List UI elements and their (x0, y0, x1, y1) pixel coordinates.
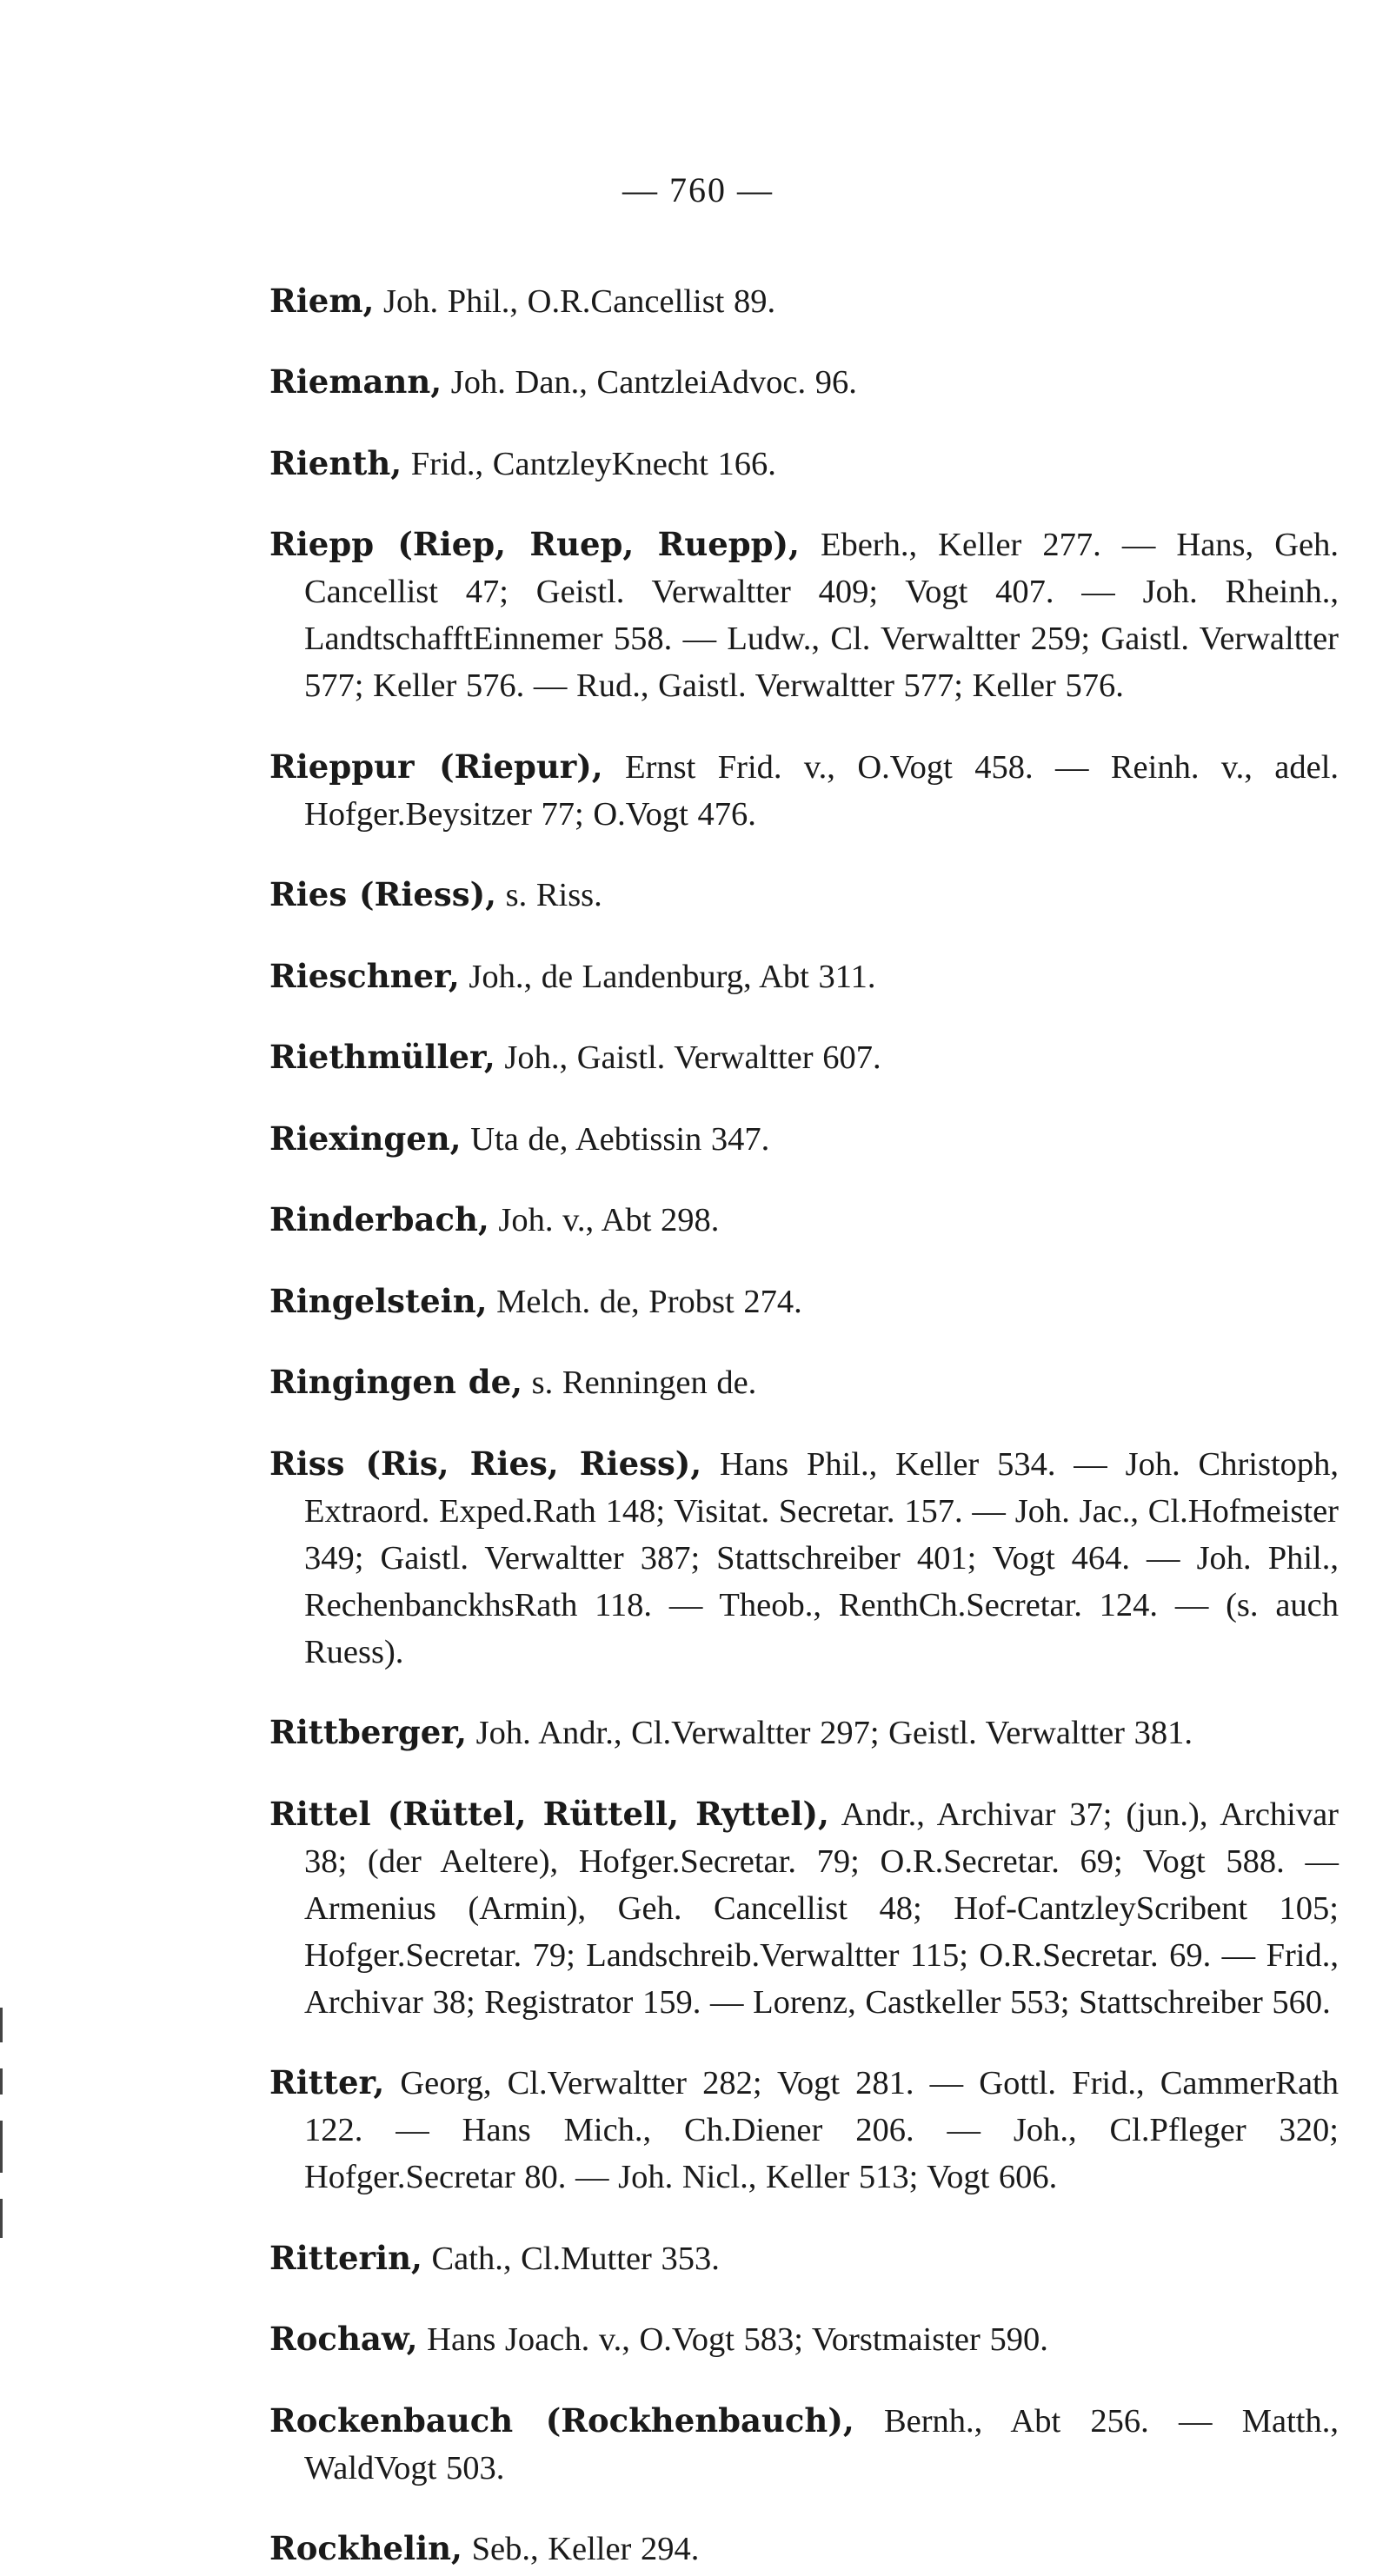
entry-headword: Ringingen de, (269, 1363, 523, 1401)
page-number: — 760 — (622, 170, 774, 209)
entry-text: Joh., Gaistl. Verwaltter 607. (504, 1039, 881, 1076)
entry-headword: Riem, (269, 281, 375, 320)
entry-text: Joh., de Landenburg, Abt 311. (469, 958, 876, 995)
entry-text: Joh. v., Abt 298. (498, 1202, 720, 1238)
register-entry (269, 1709, 1339, 1756)
entry-text: Cath., Cl.Mutter 353. (431, 2240, 720, 2277)
entry-headword: Ries (Riess), (269, 875, 496, 913)
register-entry (269, 358, 1339, 406)
entry-headword: Riemann, (269, 362, 442, 401)
register-entry (269, 1358, 1339, 1406)
entry-headword: Rittberger, (269, 1713, 467, 1751)
register-entry (269, 521, 1339, 709)
register-entry (269, 277, 1339, 325)
register-entry (269, 2059, 1339, 2201)
entry-headword: Rittel (Rüttel, Rüttell, Ryttel), (269, 1794, 829, 1833)
register-entry (269, 2315, 1339, 2363)
entry-headword: Ritterin, (269, 2238, 422, 2277)
entry-text: Seb., Keller 294. (471, 2531, 700, 2567)
register-entry (269, 1790, 1339, 2026)
register-entry (269, 1196, 1339, 1244)
entry-headword: Rockenbauch (Rockhenbauch), (269, 2400, 854, 2440)
register-entry (269, 1115, 1339, 1163)
entry-headword: Ritter, (269, 2063, 385, 2101)
register-entry (269, 953, 1339, 1000)
entry-headword: Ringelstein, (269, 1281, 488, 1320)
register-entry (269, 2525, 1339, 2573)
entry-text: Eberh., Keller 277. — Hans, Geh. Cancellist 47; Geistl. Verwaltter 409; Vogt 407. — Joh. Rheinh., LandtschafftEinnemer 558. — Ludw., Cl. Verwaltter 259; Gaistl. Verwaltter 577; Keller 576. — Rud., Gaistl. Verwaltter 577; Keller 576. (304, 527, 1339, 704)
entry-headword: Riethmüller, (269, 1038, 495, 1076)
entry-text: Joh. Phil., O.R.Cancellist 89. (383, 282, 776, 320)
register-entry (269, 2234, 1339, 2282)
entry-headword: Rieschner, (269, 956, 460, 995)
entry-text: Joh. Dan., CantzleiAdvoc. 96. (450, 364, 857, 401)
register-entry (269, 743, 1339, 838)
register-entry (269, 1278, 1339, 1325)
entry-text: s. Riss. (505, 877, 602, 913)
entry-text: Frid., CantzleyKnecht 166. (410, 445, 776, 482)
entry-headword: Rochaw, (269, 2320, 418, 2358)
entry-text: Andr., Archivar 37; (jun.), Archivar 38; (der Aeltere), Hofger.Secretar. 79; O.R.Secretar. 69; Vogt 588. — Armenius (Armin), Geh. Cancellist 48; Hof-CantzleyScribent 105; Hofger.Secretar. 79; Landschreib.Verwaltter 115; O.R.Secretar. 69. — Frid., Archivar 38; Registrator 159. — Lorenz, Castkeller 553; Stattschreiber 560. (304, 1796, 1339, 2021)
register-entries (269, 243, 1339, 2576)
register-entry (269, 871, 1339, 919)
entry-text: Hans Phil., Keller 534. — Joh. Christoph, Extraord. Exped.Rath 148; Visitat. Secretar. 157. — Joh. Jac., Cl.Hofmeister 349; Gaistl. Verwaltter 387; Stattschreiber 401; Vogt 464. — Joh. Phil., RechenbanckhsRath 118. — Theob., RenthCh.Secretar. 124. — (s. auch Ruess). (304, 1445, 1339, 1670)
entry-headword: Rinderbach, (269, 1200, 489, 1238)
entry-text: Joh. Andr., Cl.Verwaltter 297; Geistl. Verwaltter 381. (475, 1715, 1193, 1751)
scan-edge-marks (0, 1990, 5, 2251)
entry-headword: Riepp (Riep, Ruep, Ruepp), (269, 525, 800, 563)
register-entry (269, 2397, 1339, 2492)
entry-text: Ernst Frid. v., O.Vogt 458. — Reinh. v., adel. Hofger.Beysitzer 77; O.Vogt 476. (304, 748, 1339, 833)
register-entry (269, 440, 1339, 488)
entry-text: Georg, Cl.Verwaltter 282; Vogt 281. — Gottl. Frid., CammerRath 122. — Hans Mich., Ch.Diener 206. — Joh., Cl.Pfleger 320; Hofger.Secretar 80. — Joh. Nicl., Keller 513; Vogt 606. (304, 2065, 1339, 2195)
entry-headword: Rieppur (Riepur), (269, 747, 603, 786)
entry-text: s. Renningen de. (531, 1364, 757, 1401)
entry-text: Uta de, Aebtissin 347. (470, 1120, 770, 1158)
entry-headword: Rienth, (269, 443, 402, 482)
entry-text: Bernh., Abt 256. — Matth., WaldVogt 503. (304, 2402, 1339, 2486)
entry-headword: Riss (Ris, Ries, Riess), (269, 1444, 702, 1483)
register-entry (269, 1440, 1339, 1676)
entry-text: Hans Joach. v., O.Vogt 583; Vorstmaister 590. (427, 2321, 1048, 2358)
entry-headword: Riexingen, (269, 1119, 462, 1158)
entry-text: Melch. de, Probst 274. (496, 1283, 802, 1320)
register-entry (269, 1033, 1339, 1081)
entry-headword: Rockhelin, (269, 2529, 462, 2567)
